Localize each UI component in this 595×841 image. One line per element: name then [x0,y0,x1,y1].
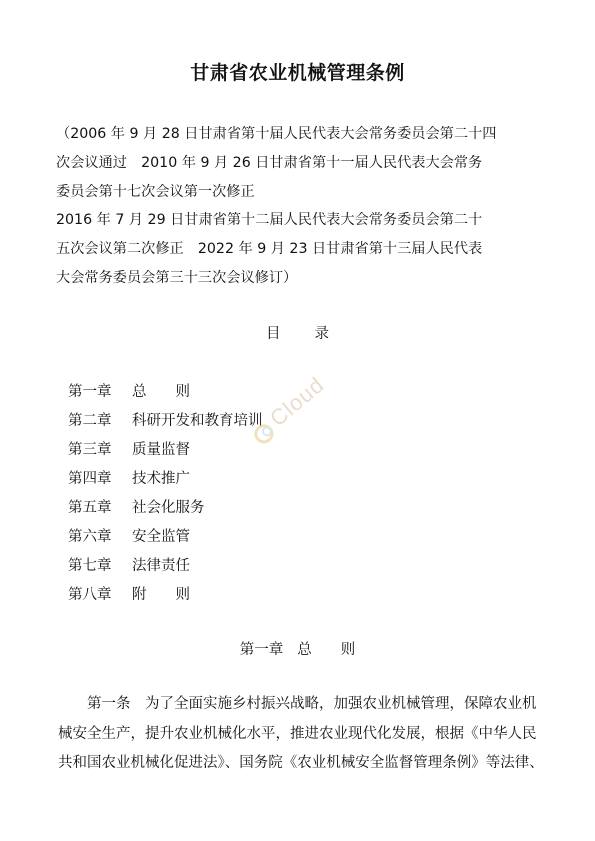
toc-item-number: 第四章 [68,471,112,487]
toc-item-number: 第七章 [68,558,112,574]
chapter-heading-number: 第一章 [239,642,284,658]
watermark-text: Cloud [265,371,330,432]
toc-item-number: 第八章 [68,587,112,603]
chapter-heading [0,638,595,659]
toc-item [68,523,263,552]
article-text [58,690,562,779]
toc-item-number: 第六章 [68,529,112,545]
toc-item [68,378,263,407]
note-line: 五次会议第二次修正 2022 年 9 月 23 日甘肃省第十三届人民代表 [56,241,483,258]
note-line: 次会议通过 2010 年 9 月 26 日甘肃省第十一届人民代表大会常务 [56,154,483,171]
table-of-contents [68,378,263,610]
toc-heading-char: 录 [314,326,329,342]
chapter-heading-title: 总 则 [297,642,356,658]
note-line: 委员会第十七次会议第一次修正 [56,183,255,200]
toc-item-number: 第一章 [68,384,112,400]
article-line: 共和国农业机械化促进法》、国务院《农业机械安全监督管理条例》等法律、 [58,755,544,771]
toc-item [68,494,263,523]
toc-item-number: 第五章 [68,500,112,516]
revision-note [56,120,556,293]
toc-item-number: 第三章 [68,442,112,458]
article-line: 械安全生产，提升农业机械化水平，推进农业现代化发展，根据《中华人民 [58,725,537,742]
note-line: （2006 年 9 月 28 日甘肃省第十届人民代表大会常务委员会第二十四 [56,126,497,142]
toc-item-title: 社会化服务 [132,500,205,516]
toc-item-title: 科研开发和教育培训 [132,413,263,429]
toc-item [68,465,263,494]
toc-heading-char: 目 [266,326,281,342]
toc-item-title: 安全监管 [132,529,190,545]
toc-item [68,436,263,465]
toc-item-title: 总 则 [132,384,190,400]
toc-item-title: 质量监督 [132,442,190,458]
note-line: 大会常务委员会第三十三次会议修订） [56,269,298,286]
toc-item [68,552,263,581]
toc-item-number: 第二章 [68,413,112,429]
toc-heading [0,322,595,343]
toc-item-title: 附 则 [132,587,190,603]
toc-item [68,581,263,610]
toc-item [68,407,263,436]
note-line: 2016 年 7 月 29 日甘肃省第十二届人民代表大会常务委员会第二十 [56,212,483,229]
document-title: 甘肃省农业机械管理条例 [190,62,405,84]
toc-item-title: 技术推广 [132,471,190,487]
toc-item-title: 法律责任 [132,558,190,574]
cloud-watermark [245,358,381,490]
article-line: 第一条 为了全面实施乡村振兴战略，加强农业机械管理，保障农业机 [58,696,537,712]
